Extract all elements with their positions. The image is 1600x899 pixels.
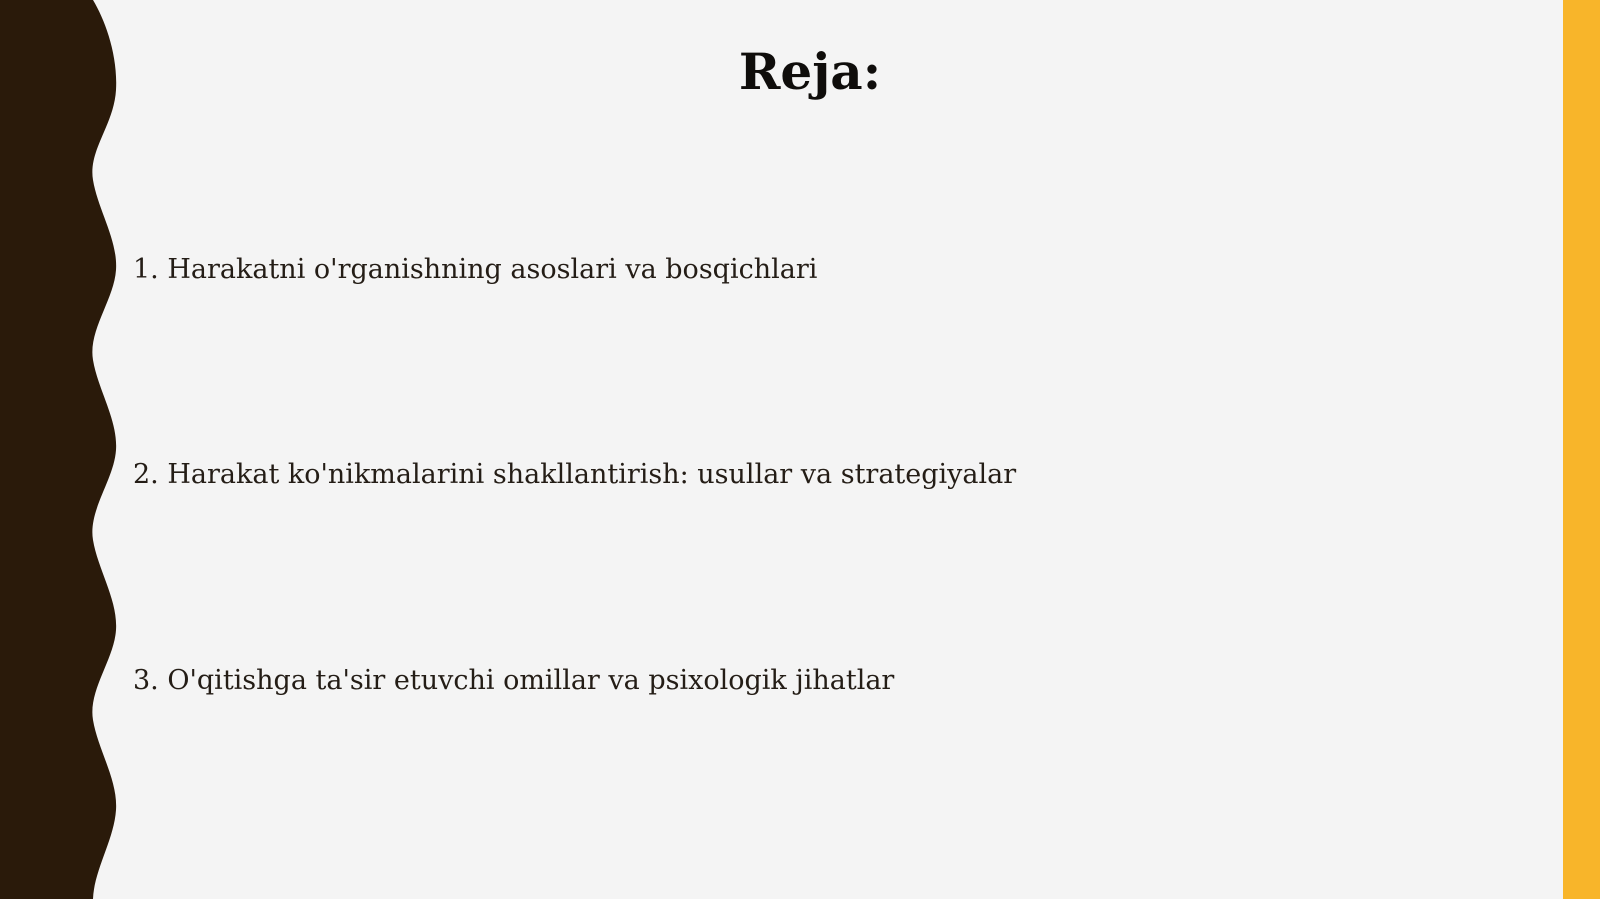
plan-item-1: 1. Harakatni o'rganishning asoslari va bosqichlari [133, 254, 818, 285]
slide-title: Reja: [738, 42, 882, 101]
plan-item-2: 2. Harakat ko'nikmalarini shakllantirish: usullar va strategiyalar [133, 459, 1017, 490]
accent-bar [1563, 0, 1600, 899]
left-wave-decoration [0, 0, 120, 899]
plan-item-3: 3. O'qitishga ta'sir etuvchi omillar va psixologik jihatlar [133, 665, 895, 696]
